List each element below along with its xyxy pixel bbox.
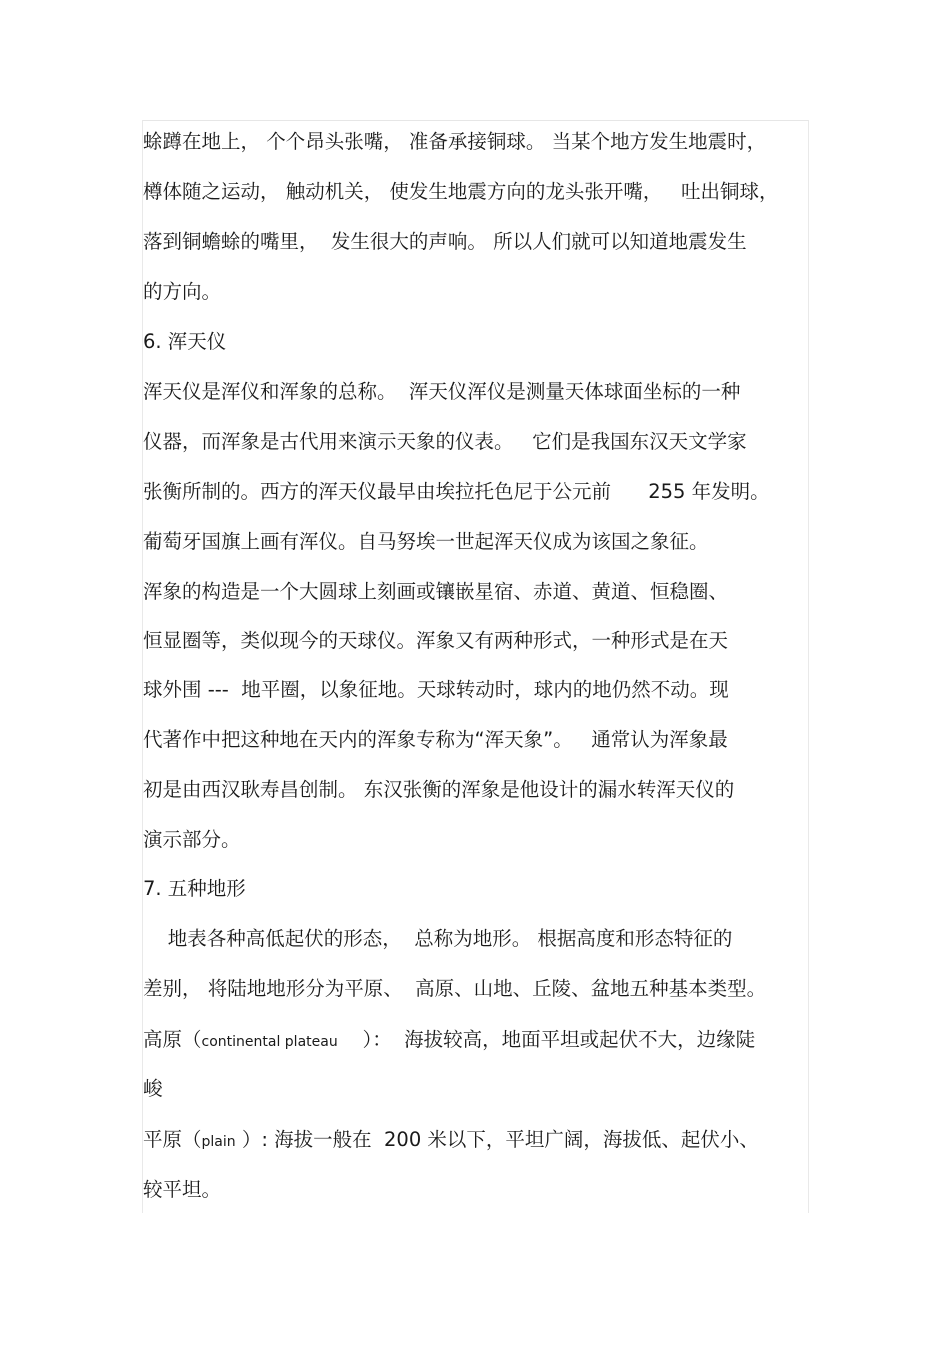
plain-suffix: ）: 海拔一般在 200 米以下，平坦广阔，海拔低、起伏小、 bbox=[235, 1128, 759, 1151]
text-line: 地表各种高低起伏的形态， 总称为地形。 根据高度和形态特征的 bbox=[143, 927, 733, 950]
text-line: 恒显圈等，类似现今的天球仪。浑象又有两种形式，一种形式是在天 bbox=[143, 629, 729, 652]
text-line: 的方向。 bbox=[143, 280, 222, 303]
text-line: 演示部分。 bbox=[143, 828, 241, 851]
text-line: 较平坦。 bbox=[143, 1178, 222, 1201]
text-line: 樽体随之运动， 触动机关， 使发生地震方向的龙头张开嘴， 吐出铜球， bbox=[143, 180, 779, 203]
section-heading: 6. 浑天仪 bbox=[143, 330, 227, 353]
text-line: 葡萄牙国旗上画有浑仪。自马努埃一世起浑天仪成为该国之象征。 bbox=[143, 530, 709, 553]
plateau-suffix: ）： 海拔较高，地面平坦或起伏不大，边缘陡 bbox=[337, 1028, 756, 1051]
plain-prefix: 平原（ bbox=[143, 1128, 202, 1151]
text-line: 峻 bbox=[143, 1077, 163, 1100]
text-line: 张衡所制的。西方的浑天仪最早由埃拉托色尼于公元前 255 年发明。 bbox=[143, 480, 770, 503]
text-line: 落到铜蟾蜍的嘴里， 发生很大的声响。 所以人们就可以知道地震发生 bbox=[143, 230, 747, 253]
plain-term: plain bbox=[201, 1134, 236, 1150]
text-line: 蜍蹲在地上， 个个昂头张嘴， 准备承接铜球。 当某个地方发生地震时， bbox=[143, 130, 767, 153]
section-heading: 7. 五种地形 bbox=[143, 877, 246, 900]
text-line: 浑天仪是浑仪和浑象的总称。 浑天仪浑仪是测量天体球面坐标的一种 bbox=[143, 380, 741, 403]
plateau-prefix: 高原（ bbox=[143, 1028, 202, 1051]
text-line: 代著作中把这种地在天内的浑象专称为“浑天象”。 通常认为浑象最 bbox=[143, 728, 728, 751]
plain-definition bbox=[143, 1122, 759, 1158]
text-line: 差别， 将陆地地形分为平原、 高原、山地、丘陵、盆地五种基本类型。 bbox=[143, 977, 767, 1000]
plateau-term: continental plateau bbox=[201, 1034, 338, 1050]
text-line: 仪器，而浑象是古代用来演示天象的仪表。 它们是我国东汉天文学家 bbox=[143, 430, 747, 453]
text-line: 初是由西汉耿寿昌创制。 东汉张衡的浑象是他设计的漏水转浑天仪的 bbox=[143, 778, 735, 801]
text-line: 浑象的构造是一个大圆球上刻画或镶嵌星宿、赤道、黄道、恒稳圈、 bbox=[143, 580, 729, 603]
text-line: 球外围 --- 地平圈，以象征地。天球转动时，球内的地仍然不动。现 bbox=[143, 678, 729, 701]
plateau-definition bbox=[143, 1022, 755, 1058]
